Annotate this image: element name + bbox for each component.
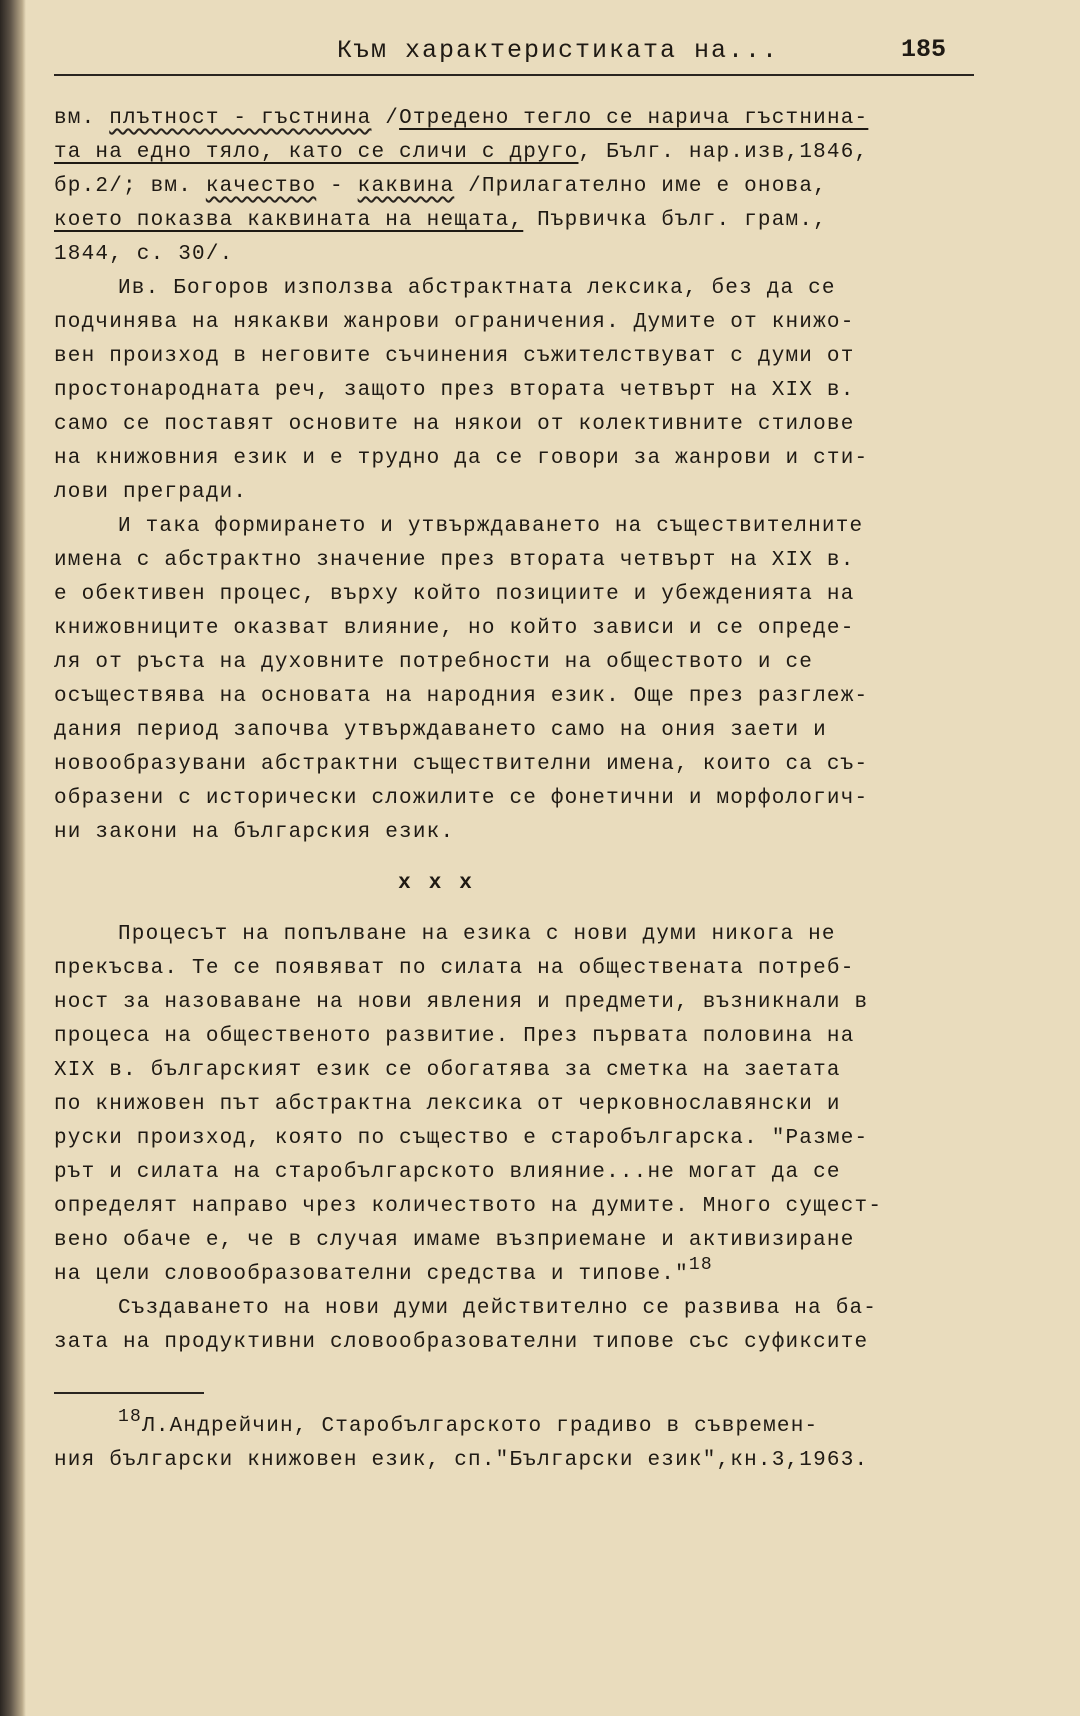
text-span: ля от ръста на духовните потребности на обществото и се (54, 651, 814, 674)
text-span: бр.2/; вм. (54, 175, 206, 198)
text-line (54, 986, 974, 1020)
text-line (54, 782, 974, 816)
text-line (54, 1020, 974, 1054)
body-text (54, 102, 974, 1360)
document-page (54, 30, 984, 1690)
text-line (54, 408, 974, 442)
text-line (54, 170, 974, 204)
text-line (54, 1156, 974, 1190)
footnote-rule (54, 1392, 204, 1394)
text-span: зата на продуктивни словообразователни типове със суфиксите (54, 1331, 869, 1354)
text-span: xxx (398, 872, 490, 895)
text-span: Първичка бълг. грам., (523, 209, 827, 232)
text-span: простонародната реч, защото през втората четвърт на XIX в. (54, 379, 855, 402)
text-line (54, 374, 974, 408)
paragraph-first-line (54, 510, 974, 544)
footnote-line (54, 1407, 974, 1444)
book-binding-shadow (0, 0, 26, 1716)
underlined-term: каквина (357, 175, 455, 198)
text-span: на книжовния език и е трудно да се говори за жанрови и сти- (54, 447, 869, 470)
text-span: осъществява на основата на народния език. Още през разглеж- (54, 685, 869, 708)
text-line (54, 1224, 974, 1258)
text-line (54, 1190, 974, 1224)
footnote-marker: 18 (118, 1407, 143, 1427)
text-line (54, 1088, 974, 1122)
paragraph-first-line (54, 918, 974, 952)
text-span: новообразувани абстрактни съществителни имена, които са съ- (54, 753, 869, 776)
text-span: прекъсва. Те се появяват по силата на обществената потреб- (54, 957, 855, 980)
text-span: ни закони на българския език. (54, 821, 455, 844)
text-line (54, 578, 974, 612)
text-span: И така формирането и утвърждаването на съществителните (118, 515, 864, 538)
text-span: ност за назоваване на нови явления и предмети, възникнали в (54, 991, 869, 1014)
text-line (54, 544, 974, 578)
text-span: имена с абстрактно значение през втората четвърт на XIX в. (54, 549, 855, 572)
underlined-term: което показва каквината на нещата, (54, 209, 524, 232)
footnote-line (54, 1444, 974, 1478)
text-span: Създаването на нови думи действително се развива на ба- (118, 1297, 878, 1320)
text-span: Процесът на попълване на езика с нови думи никога не (118, 923, 836, 946)
footnote-reference: 18 (688, 1255, 713, 1275)
underlined-term: качество (205, 175, 317, 198)
text-span: подчинява на някакви жанрови ограничения. Думите от книжо- (54, 311, 855, 334)
text-line (54, 306, 974, 340)
text-span: Ив. Богоров използва абстрактната лексика, без да се (118, 277, 836, 300)
text-span: 1844, с. 30/. (54, 243, 234, 266)
footnote-text: ния български книжовен език, сп."Български език",кн.3,1963. (54, 1449, 869, 1472)
text-line (54, 442, 974, 476)
text-line (54, 136, 974, 170)
paragraph-first-line (54, 272, 974, 306)
text-span: дания период започва утвърждаването само на ония заети и (54, 719, 827, 742)
footnote-text: Л.Андрейчин, Старобългарското градиво в съвремен- (142, 1415, 819, 1438)
text-span: определят направо чрез количеството на думите. Много сущест- (54, 1195, 883, 1218)
text-line (54, 1255, 974, 1292)
paragraph-first-line (54, 1292, 974, 1326)
text-line (54, 102, 974, 136)
text-line (54, 646, 974, 680)
text-line (54, 1054, 974, 1088)
text-span: процеса на общественото развитие. През първата половина на (54, 1025, 855, 1048)
text-line (54, 612, 974, 646)
text-span: /Прилагателно име е онова, (454, 175, 827, 198)
footnote (54, 1407, 974, 1478)
text-line (54, 204, 974, 238)
text-span: XIX в. българският език се обогатява за сметка на заетата (54, 1059, 841, 1082)
text-line (54, 748, 974, 782)
text-span: е обективен процес, върху който позициите и убежденията на (54, 583, 855, 606)
text-span: вено обаче е, че в случая имаме възприемане и активизиране (54, 1229, 855, 1252)
text-line (54, 1326, 974, 1360)
underlined-term: та на едно тяло, като се сличи с друго (54, 141, 579, 164)
text-span: рът и силата на старобългарското влияние...не могат да се (54, 1161, 841, 1184)
text-span: на цели словообразователни средства и типове." (54, 1263, 689, 1286)
text-line (54, 340, 974, 374)
text-line (54, 816, 974, 850)
text-span: книжовниците оказват влияние, но който зависи и се опреде- (54, 617, 855, 640)
section-separator (54, 850, 974, 918)
underlined-term: Отредено тегло се нарича гъстнина- (399, 107, 869, 130)
text-line (54, 680, 974, 714)
text-line (54, 714, 974, 748)
text-span: само се поставят основите на някои от колективните стилове (54, 413, 855, 436)
text-span: , Бълг. нар.изв,1846, (578, 141, 869, 164)
running-head-title: Към характеристиката на... (337, 36, 780, 65)
text-line (54, 238, 974, 272)
text-span: вен произход в неговите съчинения съжителствуват с думи от (54, 345, 855, 368)
running-head (54, 30, 974, 76)
text-span: - (316, 175, 358, 198)
text-line (54, 476, 974, 510)
text-line (54, 1122, 974, 1156)
text-span: руски произход, която по същество е старобългарска. "Разме- (54, 1127, 869, 1150)
text-span: вм. (54, 107, 110, 130)
page-number: 185 (900, 35, 946, 64)
text-span: лови прегради. (54, 481, 248, 504)
text-span: / (371, 107, 400, 130)
text-line (54, 952, 974, 986)
text-span: образени с исторически сложилите се фонетични и морфологич- (54, 787, 869, 810)
text-span: по книжовен път абстрактна лексика от черковнославянски и (54, 1093, 841, 1116)
underlined-term: плътност - гъстнина (109, 107, 372, 130)
